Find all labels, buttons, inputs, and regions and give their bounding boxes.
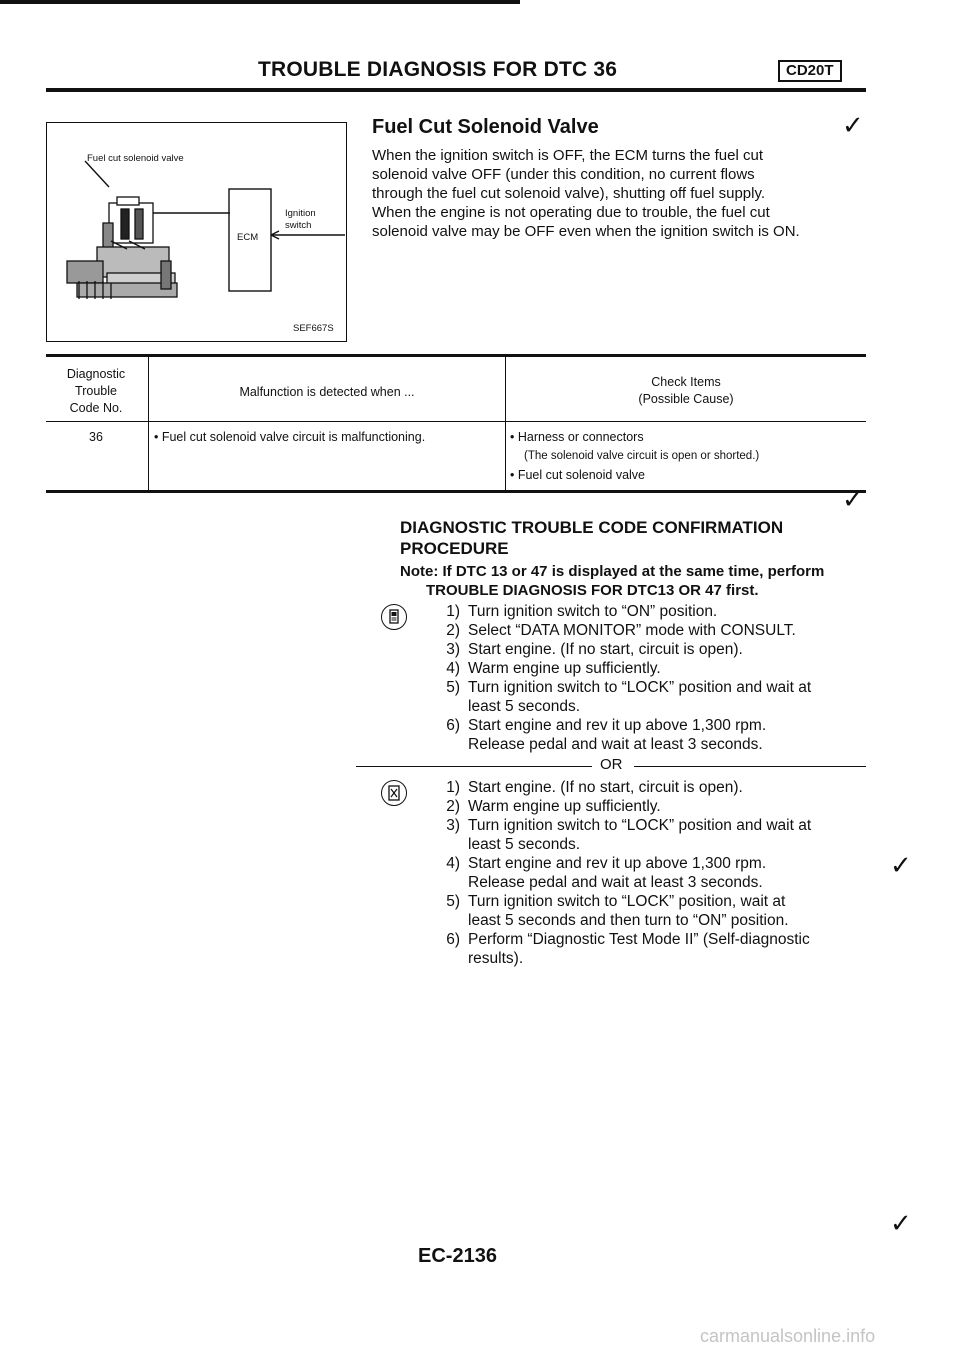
table-header-code: Diagnostic Trouble Code No. — [66, 367, 126, 415]
watermark: carmanualsonline.info — [700, 1326, 876, 1346]
ecm-label: ECM — [237, 232, 259, 243]
page-number: EC-2136 — [418, 1245, 497, 1267]
check-item: (The solenoid valve circuit is open or shorted.) — [524, 450, 760, 462]
check-mark-icon: ✓ — [890, 850, 912, 880]
check-item: • Fuel cut solenoid valve — [510, 468, 646, 482]
check-mark-icon: ✓ — [842, 484, 864, 514]
procedure-heading: DIAGNOSTIC TROUBLE CODE CONFIRMATION — [400, 518, 784, 537]
table-header-check-items: Check Items (Possible Cause) — [638, 375, 734, 406]
page-title: TROUBLE DIAGNOSIS FOR DTC 36 — [258, 58, 618, 81]
table-top-rule — [46, 354, 866, 357]
table-bottom-rule — [46, 490, 866, 493]
check-mark-icon: ✓ — [890, 1208, 912, 1238]
description-line: When the ignition switch is OFF, the ECM turns the fuel cut — [372, 147, 763, 164]
check-mark-icon: ✓ — [842, 110, 864, 140]
description-line: through the fuel cut solenoid valve), shutting off fuel supply. — [372, 185, 766, 202]
ignition-label: Ignition — [285, 208, 316, 219]
or-separator — [356, 756, 866, 776]
check-item: • Harness or connectors — [510, 430, 644, 444]
table-header-malfunction: Malfunction is detected when ... — [239, 385, 415, 399]
engine-model-badge: CD20T — [778, 60, 842, 82]
top-edge-rule — [0, 0, 520, 4]
consult-tool-icon — [381, 604, 407, 630]
header-rule — [46, 88, 866, 92]
dtc-code-cell: 36 — [89, 430, 103, 444]
description-line: solenoid valve may be OFF even when the ignition switch is ON. — [372, 223, 800, 240]
description-line: When the engine is not operating due to trouble, the fuel cut — [372, 204, 770, 221]
procedure-heading: PROCEDURE — [400, 539, 509, 558]
tool-icon — [381, 780, 407, 806]
table-col-divider — [148, 357, 149, 493]
malfunction-cell: • Fuel cut solenoid valve circuit is malfunctioning. — [154, 430, 426, 444]
procedure-note: Note: If DTC 13 or 47 is displayed at the same time, perform — [400, 563, 825, 580]
solenoid-circuit-diagram — [47, 123, 346, 341]
valve-label: Fuel cut solenoid valve — [87, 153, 184, 164]
figure-code: SEF667S — [293, 323, 334, 334]
switch-label: switch — [285, 220, 312, 231]
section-title: Fuel Cut Solenoid Valve — [372, 116, 599, 138]
procedure-note: TROUBLE DIAGNOSIS FOR DTC13 OR 47 first. — [426, 582, 759, 599]
table-header-rule — [46, 421, 866, 422]
solenoid-valve-figure — [46, 122, 347, 342]
or-label: OR — [600, 756, 623, 773]
description-line: solenoid valve OFF (under this condition, no current flows — [372, 166, 755, 183]
